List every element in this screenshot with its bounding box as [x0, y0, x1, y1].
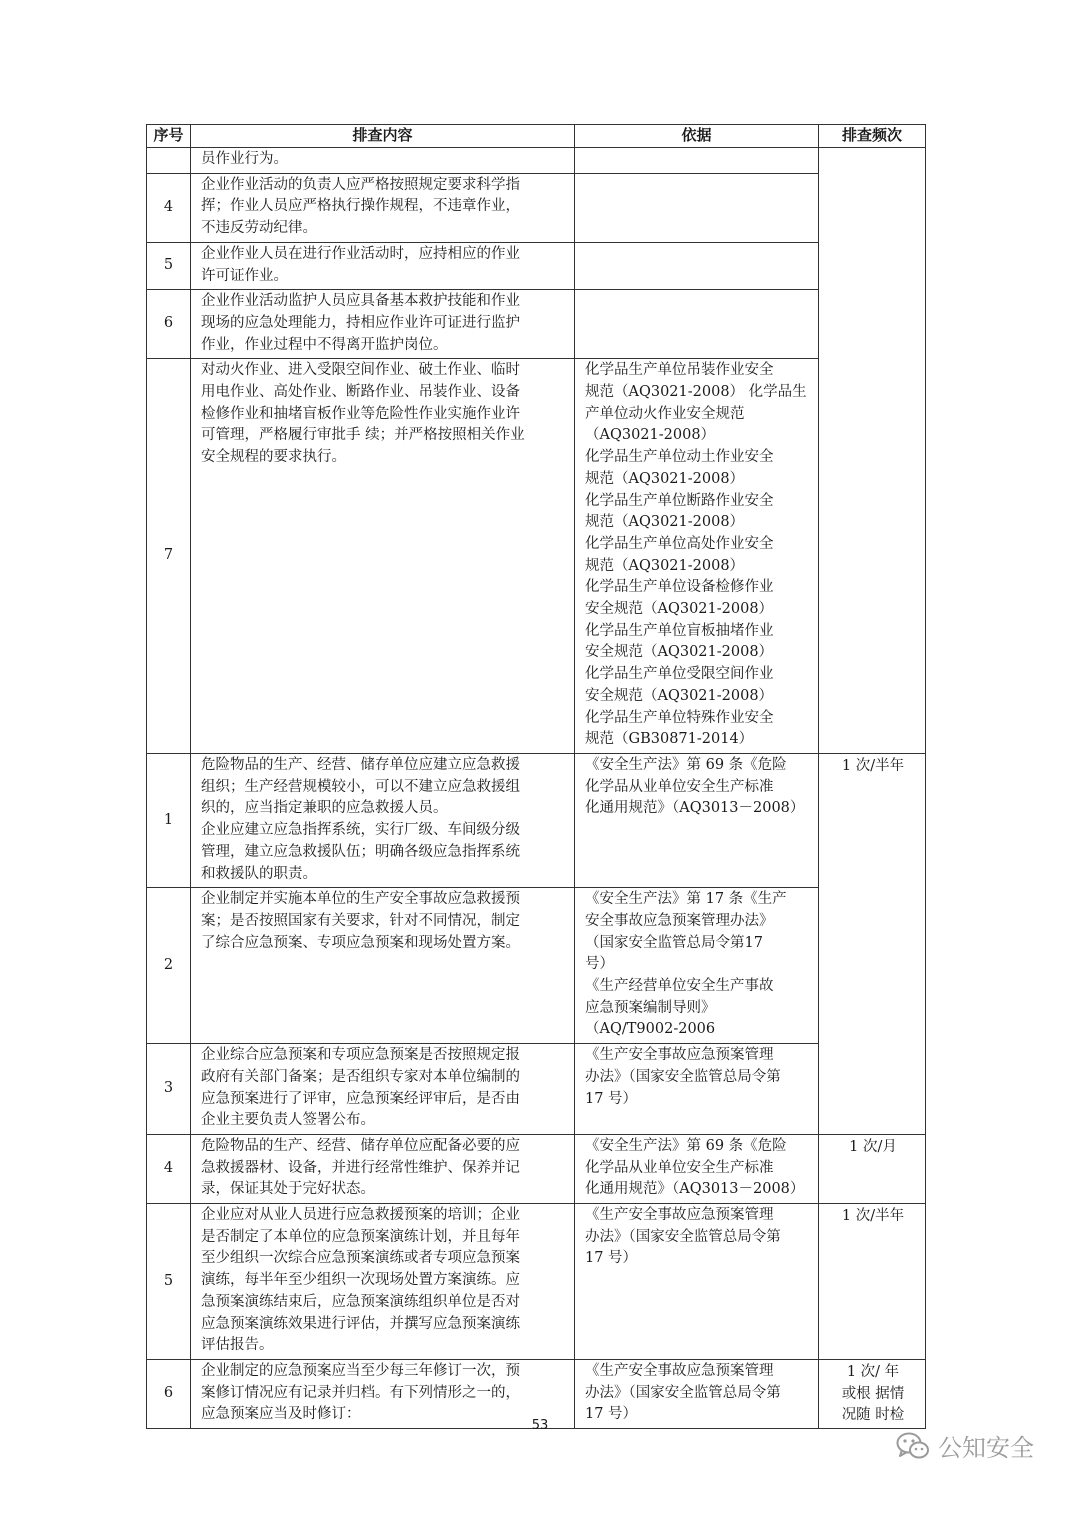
text-line: 了综合应急预案、专项应急预案和现场处置方案。 [201, 934, 520, 951]
text-line: 《生产安全事故应急预案管理 [585, 1362, 774, 1379]
text-line: 至少组织一次综合应急预案演练或者专项应急预案 [201, 1250, 520, 1267]
text-line: 应急预案应当及时修订： [201, 1406, 361, 1423]
table-row [147, 359, 926, 754]
text-line: 评估报告。 [201, 1337, 274, 1354]
text-line: 17 号） [585, 1090, 638, 1107]
text-line: 化学品从业单位安全生产标准 [585, 1159, 774, 1176]
text-line: 1 次/月 [849, 1138, 897, 1155]
text-line: 企业作业活动的负责人应严格按照规定要求科学指 [201, 176, 520, 193]
text-line: （AQ/T9002-2006 [585, 1021, 716, 1038]
text-line: 作业，作业过程中不得离开监护岗位。 [201, 336, 448, 353]
row-number: 4 [147, 173, 191, 242]
header-basis: 依据 [575, 125, 819, 148]
text-line: 《安全生产法》第 17 条《生产 [585, 891, 787, 908]
row-number: 1 [147, 753, 191, 887]
table-row [147, 888, 926, 1044]
text-line: 规范（GB30871-2014） [585, 731, 754, 748]
watermark [896, 1428, 1034, 1463]
row-basis [575, 148, 819, 174]
row-content [191, 173, 575, 242]
text-line: 规范（AQ3021-2008） [585, 470, 745, 487]
row-content [191, 753, 575, 887]
text-line: 安全规程的要求执行。 [201, 449, 346, 466]
text-line: 化学品生产单位吊装作业安全 [585, 362, 774, 379]
page-number: 53 [531, 1418, 549, 1433]
header-no: 序号 [147, 125, 191, 148]
row-content [191, 242, 575, 289]
row-number: 5 [147, 242, 191, 289]
text-line: 现场的应急处理能力，持相应作业许可证进行监护 [201, 314, 520, 331]
text-line: 用电作业、高处作业、断路作业、吊装作业、设备 [201, 384, 520, 401]
text-line: 是否制定了本单位的应急预案演练计划，并且每年 [201, 1228, 520, 1245]
watermark-text: 公知安全 [938, 1434, 1034, 1462]
row-content [191, 290, 575, 359]
text-line: 员作业行为。 [201, 151, 288, 167]
row-basis [575, 242, 819, 289]
row-content [191, 888, 575, 1044]
text-line: （AQ3021-2008） [585, 427, 716, 444]
text-line: 1 次/ 年 [846, 1363, 900, 1380]
text-line: 化学品生产单位高处作业安全 [585, 535, 774, 552]
text-line: 化学品生产单位受限空间作业 [585, 666, 774, 683]
text-line: 《安全生产法》第 69 条《危险 [585, 1137, 787, 1154]
text-line: 况随 时检 [841, 1407, 905, 1424]
row-content [191, 1204, 575, 1360]
text-line: 安全规范（AQ3021-2008） [585, 687, 774, 704]
text-line: 检修作业和抽堵盲板作业等危险性作业实施作业许 [201, 405, 520, 422]
row-basis [575, 173, 819, 242]
header-row [147, 125, 926, 148]
text-line: 安全规范（AQ3021-2008） [585, 644, 774, 661]
text-line: 企业应建立应急指挥系统，实行厂级、车间级分级 [201, 822, 520, 839]
row-basis [575, 888, 819, 1044]
text-line: 17 号） [585, 1406, 638, 1423]
row-frequency [819, 753, 926, 1134]
text-line: 化学品从业单位安全生产标准 [585, 778, 774, 795]
table-row [147, 290, 926, 359]
row-basis [575, 359, 819, 754]
header-frequency: 排查频次 [819, 125, 926, 148]
wechat-icon [896, 1431, 930, 1461]
text-line: 化通用规范》（AQ3013－2008） [585, 1181, 805, 1198]
row-basis [575, 1204, 819, 1360]
text-line: 化学品生产单位盲板抽堵作业 [585, 622, 774, 639]
text-line: 应急预案进行了评审，应急预案经评审后，是否由 [201, 1090, 520, 1107]
row-number [147, 148, 191, 174]
row-number: 5 [147, 1204, 191, 1360]
row-basis [575, 753, 819, 887]
table-row [147, 242, 926, 289]
text-line: 企业作业活动监护人员应具备基本救护技能和作业 [201, 293, 520, 310]
text-line: 不违反劳动纪律。 [201, 220, 317, 237]
table-row [147, 753, 926, 887]
text-line: 办法》（国家安全监管总局令第 [585, 1228, 781, 1245]
row-content [191, 1044, 575, 1135]
text-line: 急预案演练结束后，应急预案演练组织单位是否对 [201, 1293, 520, 1310]
text-line: 挥；作业人员应严格执行操作规程，不违章作业， [201, 198, 520, 215]
text-line: 规范（AQ3021-2008） [585, 557, 745, 574]
text-line: 组织；生产经营规模较小，可以不建立应急救援组 [201, 778, 520, 795]
text-line: 企业制定的应急预案应当至少每三年修订一次，预 [201, 1362, 520, 1379]
text-line: 化学品生产单位设备检修作业 [585, 579, 774, 596]
row-basis [575, 1134, 819, 1203]
row-basis [575, 1044, 819, 1135]
text-line: 案修订情况应有记录并归档。有下列情形之一的， [201, 1384, 520, 1401]
table-row [147, 1134, 926, 1203]
row-number: 6 [147, 1359, 191, 1428]
text-line: 危险物品的生产、经营、储存单位应配备必要的应 [201, 1137, 520, 1154]
text-line: 应急预案编制导则》 [585, 999, 716, 1016]
text-line: 规范（AQ3021-2008） [585, 514, 745, 531]
text-line: 危险物品的生产、经营、储存单位应建立应急救援 [201, 756, 520, 773]
text-line: 号） [585, 956, 614, 973]
text-line: 企业综合应急预案和专项应急预案是否按照规定报 [201, 1047, 520, 1064]
text-line: 办法》（国家安全监管总局令第 [585, 1384, 781, 1401]
text-line: 17 号） [585, 1250, 638, 1267]
text-line: 急救援器材、设备，并进行经常性维护、保养并记 [201, 1159, 520, 1176]
text-line: 《生产安全事故应急预案管理 [585, 1207, 774, 1224]
row-content [191, 1134, 575, 1203]
text-line: 《安全生产法》第 69 条《危险 [585, 756, 787, 773]
inspection-table [146, 124, 926, 1429]
text-line: 1 次/半年 [841, 757, 905, 774]
text-line: 许可证作业。 [201, 267, 288, 284]
text-line: 可管理，严格履行审批手 续；并严格按照相关作业 [201, 427, 525, 444]
row-content [191, 359, 575, 754]
table-row [147, 1204, 926, 1360]
text-line: 企业主要负责人签署公布。 [201, 1112, 375, 1129]
text-line: 录，保证其处于完好状态。 [201, 1181, 375, 1198]
text-line: 化学品生产单位动土作业安全 [585, 449, 774, 466]
text-line: （国家安全监管总局令第17 [585, 934, 763, 951]
text-line: 化学品生产单位特殊作业安全 [585, 709, 774, 726]
text-line: 织的，应当指定兼职的应急救援人员。 [201, 800, 448, 817]
text-line: 应急预案演练效果进行评估，并撰写应急预案演练 [201, 1315, 520, 1332]
text-line: 《生产经营单位安全生产事故 [585, 978, 774, 995]
text-line: 办法》（国家安全监管总局令第 [585, 1068, 781, 1085]
row-frequency [819, 148, 926, 754]
table-row [147, 1044, 926, 1135]
text-line: 案；是否按照国家有关要求，针对不同情况，制定 [201, 912, 520, 929]
table-row [147, 148, 926, 174]
text-line: 规范（AQ3021-2008） 化学品生 [585, 384, 807, 401]
text-line: 演练，每半年至少组织一次现场处置方案演练。应 [201, 1272, 520, 1289]
text-line: 产单位动火作业安全规范 [585, 405, 745, 422]
text-line: 《生产安全事故应急预案管理 [585, 1047, 774, 1064]
row-number: 3 [147, 1044, 191, 1135]
row-number: 6 [147, 290, 191, 359]
text-line: 企业应对从业人员进行应急救援预案的培训；企业 [201, 1207, 520, 1224]
text-line: 1 次/半年 [841, 1208, 905, 1225]
text-line: 化学品生产单位断路作业安全 [585, 492, 774, 509]
row-number: 7 [147, 359, 191, 754]
text-line: 或根 据情 [841, 1385, 905, 1402]
text-line: 管理，建立应急救援队伍；明确各级应急指挥系统 [201, 843, 520, 860]
text-line: 安全事故应急预案管理办法》 [585, 912, 774, 929]
table-row [147, 173, 926, 242]
text-line: 化通用规范》（AQ3013－2008） [585, 800, 805, 817]
text-line: 企业作业人员在进行作业活动时，应持相应的作业 [201, 245, 520, 262]
row-content [191, 148, 575, 174]
text-line: 安全规范（AQ3021-2008） [585, 601, 774, 618]
text-line: 和救援队的职责。 [201, 865, 317, 882]
row-number: 2 [147, 888, 191, 1044]
text-line: 对动火作业、进入受限空间作业、破土作业、临时 [201, 362, 520, 379]
row-number: 4 [147, 1134, 191, 1203]
row-basis [575, 290, 819, 359]
row-frequency [819, 1204, 926, 1360]
text-line: 企业制定并实施本单位的生产安全事故应急救援预 [201, 891, 520, 908]
row-frequency [819, 1134, 926, 1203]
text-line: 政府有关部门备案；是否组织专家对本单位编制的 [201, 1068, 520, 1085]
header-content: 排查内容 [191, 125, 575, 148]
